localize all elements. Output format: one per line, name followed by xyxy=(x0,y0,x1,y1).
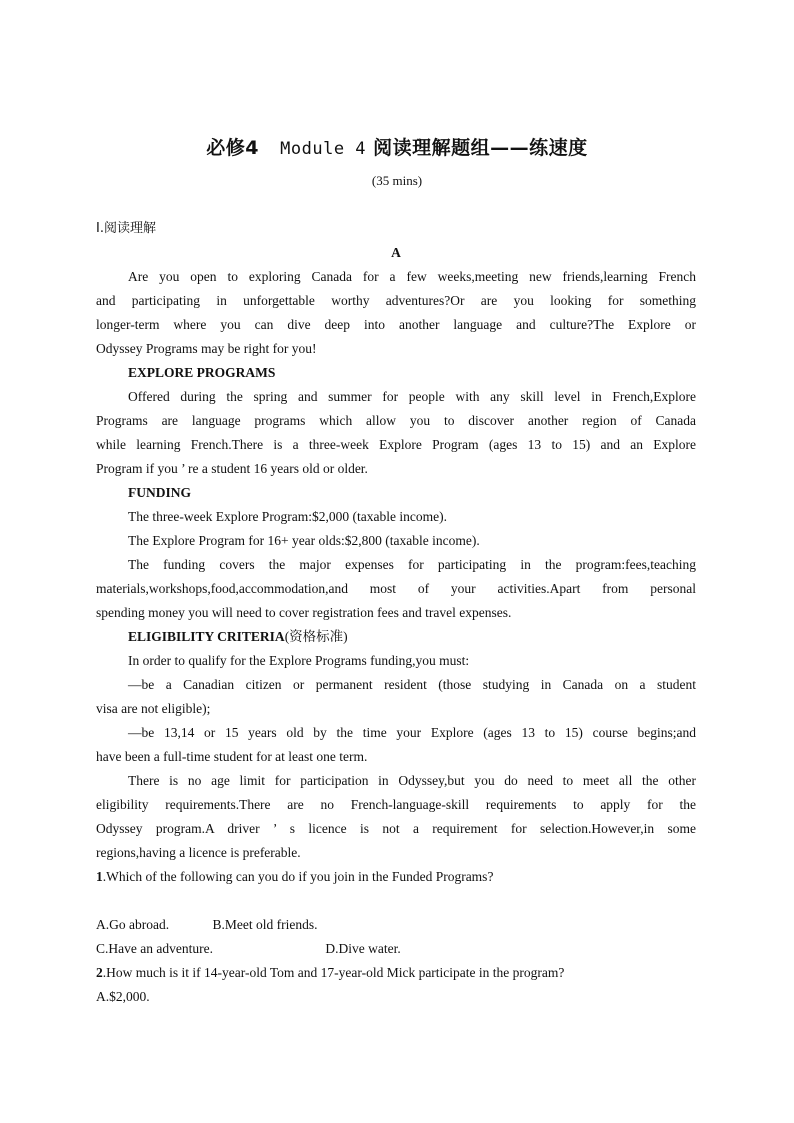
explore-line: Offered during the spring and summer for people with any skill level in French,Explore xyxy=(128,389,696,404)
q1-option-b: B.Meet old friends. xyxy=(212,917,318,932)
page-title xyxy=(0,133,794,160)
intro-line: longer-term where you can dive deep into another language and culture?The Explore or xyxy=(96,317,696,332)
passage-label: A xyxy=(391,245,401,260)
odyssey-line: There is no age limit for participation in Odyssey,but you do need to meet all the other xyxy=(128,773,696,788)
explore-heading: EXPLORE PROGRAMS xyxy=(128,365,276,380)
eligibility-line: In order to qualify for the Explore Programs funding,you must: xyxy=(128,653,470,668)
funding-heading: FUNDING xyxy=(128,485,191,500)
question-1-text: .Which of the following can you do if you join in the Funded Programs? xyxy=(102,869,494,884)
eligibility-line: visa are not eligible); xyxy=(96,701,211,716)
eligibility-line: have been a full-time student for at least one term. xyxy=(96,749,368,764)
eligibility-heading xyxy=(96,625,696,649)
title-module: Module 4 xyxy=(280,139,367,159)
title-cn: 必修4 xyxy=(206,137,260,159)
explore-line: Program if you ’ re a student 16 years old or older. xyxy=(96,461,368,476)
intro-line: and participating in unforgettable worthy adventures?Or are you looking for something xyxy=(96,293,696,308)
spacer xyxy=(96,889,696,913)
funding-line: The funding covers the major expenses for participating in the program:fees,teaching xyxy=(128,557,696,572)
explore-line: Programs are language programs which allow you to discover another region of Canada xyxy=(96,413,696,428)
question-2-text: .How much is it if 14-year-old Tom and 17-year-old Mick participate in the program? xyxy=(102,965,565,980)
q2-option-a: A.$2,000. xyxy=(96,989,150,1004)
question-1-options-ab xyxy=(96,913,696,937)
funding-line: The three-week Explore Program:$2,000 (taxable income). xyxy=(128,509,448,524)
title-rest: 阅读理解题组——练速度 xyxy=(373,137,588,159)
question-2-number: 2 xyxy=(96,965,103,980)
intro-line: Odyssey Programs may be right for you! xyxy=(96,341,317,356)
time-limit: (35 mins) xyxy=(371,173,423,188)
odyssey-line: regions,having a licence is preferable. xyxy=(96,845,301,860)
q1-option-d: D.Dive water. xyxy=(325,941,401,956)
question-1-number: 1 xyxy=(96,869,103,884)
section-heading: Ⅰ.阅读理解 xyxy=(96,221,156,236)
question-1-options-cd xyxy=(96,937,696,961)
funding-line: The Explore Program for 16+ year olds:$2,800 (taxable income). xyxy=(128,533,480,548)
eligibility-line: —be a Canadian citizen or permanent resident (those studying in Canada on a student xyxy=(128,677,696,692)
odyssey-line: eligibility requirements.There are no French-language-skill requirements to apply for the xyxy=(96,797,696,812)
odyssey-line: Odyssey program.A driver ’ s licence is not a requirement for selection.However,in some xyxy=(96,821,696,836)
funding-line: spending money you will need to cover registration fees and travel expenses. xyxy=(96,605,512,620)
question-2 xyxy=(96,961,696,985)
question-1 xyxy=(96,865,696,889)
eligibility-line: —be 13,14 or 15 years old by the time your Explore (ages 13 to 15) course begins;and xyxy=(128,725,696,740)
eligibility-heading-en: ELIGIBILITY CRITERIA xyxy=(128,629,285,644)
q1-option-c: C.Have an adventure. xyxy=(96,941,213,956)
intro-line: Are you open to exploring Canada for a few weeks,meeting new friends,learning French xyxy=(128,269,696,284)
funding-line: materials,workshops,food,accommodation,and most of your activities.Apart from personal xyxy=(96,581,696,596)
eligibility-heading-cn: (资格标准) xyxy=(284,629,348,644)
content xyxy=(96,217,696,1009)
explore-line: while learning French.There is a three-week Explore Program (ages 13 to 15) and an Explore xyxy=(96,437,696,452)
q1-option-a: A.Go abroad. xyxy=(96,917,170,932)
